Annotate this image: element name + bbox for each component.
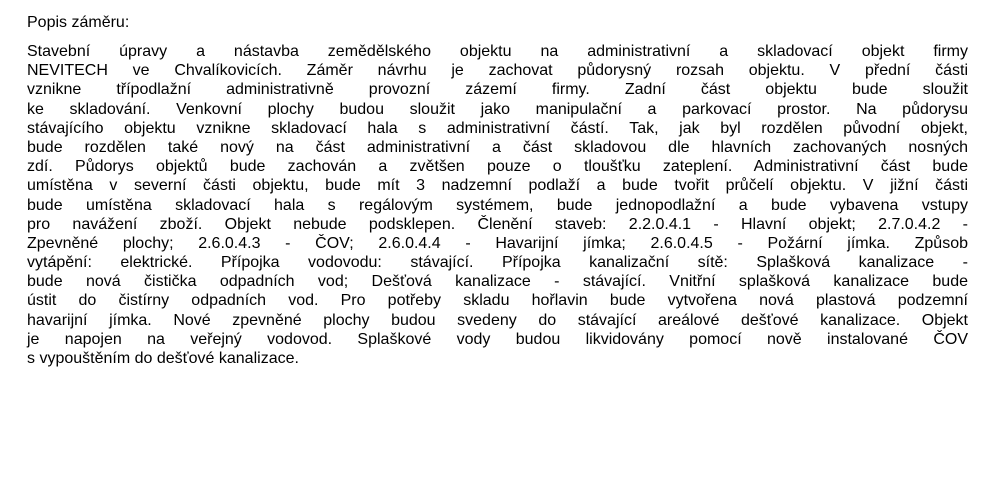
paragraph-line: havarijní jímka. Nové zpevněné plochy budou svedeny do stávající areálové dešťové kanalizace. Objekt (27, 311, 968, 329)
paragraph-line: vznikne třípodlažní administrativně provozní zázemí firmy. Zadní část objektu bude sloužit (27, 81, 968, 99)
paragraph-line: bude umístěna skladovací hala s regálovým systémem, bude jednopodlažní a bude vybavena vstupy (27, 196, 968, 214)
paragraph-line: je napojen na veřejný vodovod. Splaškové vody budou likvidovány pomocí nově instalované ČOV (27, 330, 968, 348)
paragraph-line: ústit do čistírny odpadních vod. Pro potřeby skladu hořlavin bude vytvořena nová plastová podzemní (27, 292, 968, 310)
paragraph-line: zdí. Půdorys objektů bude zachován a zvětšen pouze o tloušťku zateplení. Administrativní část bude (27, 158, 968, 176)
paragraph-line: bude rozdělen také nový na část administrativní a část skladovou dle hlavních zachovaných nosných (27, 138, 968, 156)
paragraph-line: Zpevněné plochy; 2.6.0.4.3 - ČOV; 2.6.0.4.4 - Havarijní jímka; 2.6.0.4.5 - Požární jímka. Způsob (27, 234, 968, 252)
paragraph-line: stávajícího objektu vznikne skladovací hala s administrativní částí. Tak, jak byl rozdělen původní objekt, (27, 119, 968, 137)
paragraph-line: umístěna v severní části objektu, bude mít 3 nadzemní podlaží a bude tvořit průčelí objektu. V jižní části (27, 177, 968, 195)
paragraph-line: ke skladování. Venkovní plochy budou sloužit jako manipulační a parkovací prostor. Na půdorysu (27, 100, 968, 118)
paragraph-line: NEVITECH ve Chvalíkovicích. Záměr návrhu je zachovat půdorysný rozsah objektu. V přední části (27, 62, 968, 80)
paragraph-line: bude nová čistička odpadních vod; Dešťová kanalizace - stávající. Vnitřní splašková kanalizace bude (27, 273, 968, 291)
paragraph-line: Stavební úpravy a nástavba zemědělského objektu na administrativní a skladovací objekt firmy (27, 43, 968, 60)
section-heading: Popis záměru: (27, 14, 130, 31)
paragraph-line: s vypouštěním do dešťové kanalizace. (27, 350, 299, 367)
paragraph-line: pro navážení zboží. Objekt nebude podsklepen. Členění staveb: 2.2.0.4.1 - Hlavní objekt; 2.7.0.4.2 - (27, 215, 968, 233)
description-paragraph (27, 42, 968, 368)
paragraph-line: vytápění: elektrické. Přípojka vodovodu: stávající. Přípojka kanalizační sítě: Splašková kanalizace - (27, 254, 968, 272)
